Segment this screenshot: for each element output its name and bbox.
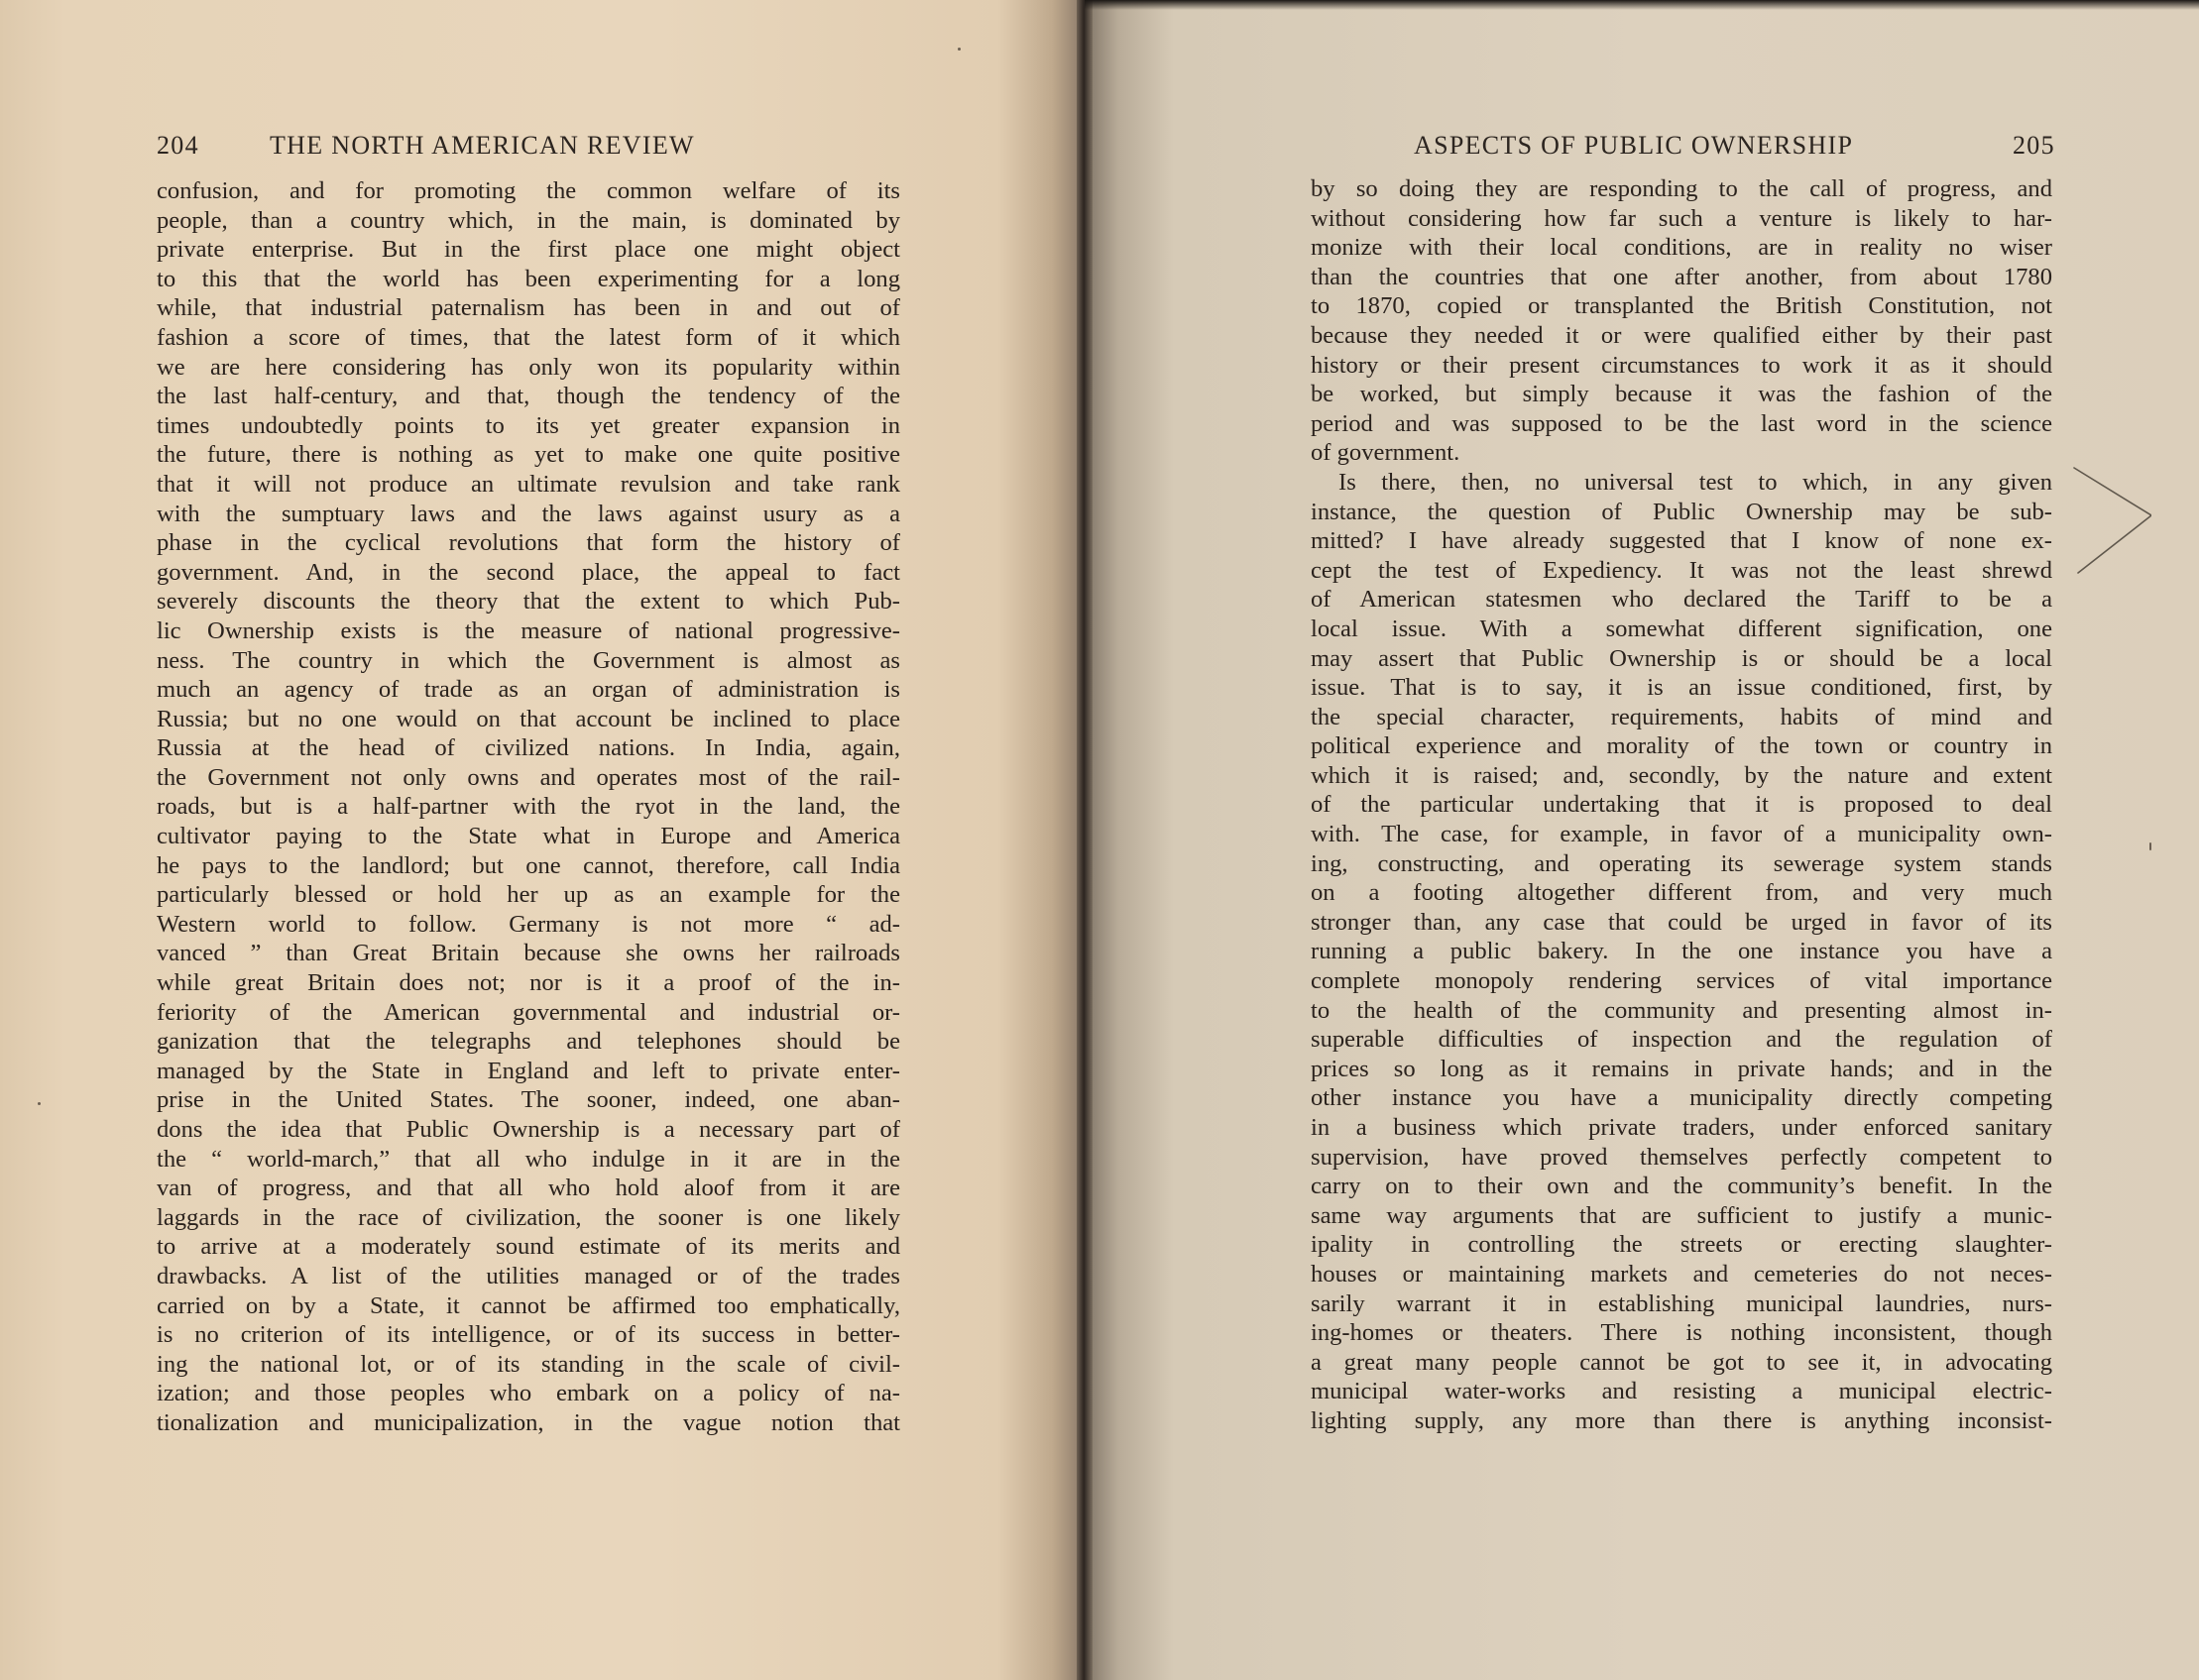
text-line: severely discounts the theory that the extent to which Pub-	[157, 588, 900, 616]
text-line: dons the idea that Public Ownership is a necessary part of	[157, 1116, 900, 1143]
text-line: ness. The country in which the Government is almost as	[157, 646, 900, 674]
right-page-number: 205	[2013, 131, 2055, 160]
text-line: which it is raised; and, secondly, by the nature and extent	[1311, 761, 2052, 789]
text-line: fashion a score of times, that the latest form of it which	[157, 323, 900, 351]
text-line: managed by the State in England and left to private enter-	[157, 1057, 900, 1084]
text-line: superable difficulties of inspection and the regulation of	[1311, 1026, 2052, 1054]
text-line: stronger than, any case that could be urged in favor of its	[1311, 908, 2052, 936]
text-line: much an agency of trade as an organ of administration is	[157, 676, 900, 704]
text-line: houses or maintaining markets and cemeteries do not neces-	[1311, 1260, 2052, 1288]
text-line: government. And, in the second place, the appeal to fact	[157, 558, 900, 586]
text-line: ing the national lot, or of its standing in the scale of civil-	[157, 1350, 900, 1378]
text-line: because they needed it or were qualified either by their past	[1311, 321, 2052, 349]
text-line: we are here considering has only won its popularity within	[157, 353, 900, 381]
text-line: to 1870, copied or transplanted the British Constitution, not	[1311, 292, 2052, 320]
text-line: ipality in controlling the streets or erecting slaughter-	[1311, 1231, 2052, 1259]
text-line: that it will not produce an ultimate revulsion and take rank	[157, 470, 900, 498]
text-line: supervision, have proved themselves perfectly competent to	[1311, 1143, 2052, 1171]
text-line: while great Britain does not; nor is it a proof of the in-	[157, 969, 900, 997]
text-line: cept the test of Expediency. It was not the least shrewd	[1311, 556, 2052, 584]
text-line: prices so long as it remains in private hands; and in the	[1311, 1055, 2052, 1082]
text-line: monize with their local conditions, are in reality no wiser	[1311, 234, 2052, 262]
text-line: to this that the world has been experimenting for a long	[157, 265, 900, 292]
text-line: to the health of the community and presenting almost in-	[1311, 996, 2052, 1024]
text-line: without considering how far such a venture is likely to har-	[1311, 204, 2052, 232]
book-gutter	[1077, 0, 1093, 1680]
text-line: the “ world-march,” that all who indulge in it are in the	[157, 1145, 900, 1173]
text-line: is no criterion of its intelligence, or of its success in better-	[157, 1321, 900, 1349]
text-line: prise in the United States. The sooner, indeed, one aban-	[157, 1086, 900, 1114]
text-line: drawbacks. A list of the utilities managed or of the trades	[157, 1262, 900, 1289]
text-line: sarily warrant it in establishing municipal laundries, nurs-	[1311, 1289, 2052, 1317]
text-line: the Government not only owns and operates most of the rail-	[157, 763, 900, 791]
text-line: confusion, and for promoting the common welfare of its	[157, 177, 900, 204]
right-page	[1085, 0, 2199, 1680]
text-line: political experience and morality of the town or country in	[1311, 732, 2052, 760]
text-line: may assert that Public Ownership is or should be a local	[1311, 644, 2052, 672]
pencil-tick	[2149, 842, 2151, 850]
text-line: phase in the cyclical revolutions that form the history of	[157, 529, 900, 557]
text-line: of the particular undertaking that it is proposed to deal	[1311, 791, 2052, 819]
left-page-body	[157, 176, 900, 1438]
text-line: by so doing they are responding to the call of progress, and	[1311, 175, 2052, 202]
left-page-number: 204	[157, 131, 199, 160]
text-line: in a business which private traders, under enforced sanitary	[1311, 1114, 2052, 1141]
text-line: than the countries that one after another, from about 1780	[1311, 263, 2052, 290]
text-line: the future, there is nothing as yet to make one quite positive	[157, 441, 900, 469]
text-line: roads, but is a half-partner with the ryot in the land, the	[157, 793, 900, 821]
text-line: lighting supply, any more than there is anything inconsist-	[1311, 1406, 2052, 1434]
text-line: of American statesmen who declared the Tariff to be a	[1311, 586, 2052, 614]
text-line: carry on to their own and the community’s benefit. In the	[1311, 1173, 2052, 1200]
page-top-shadow	[1085, 0, 2199, 10]
text-line: running a public bakery. In the one instance you have a	[1311, 938, 2052, 965]
text-line: with. The case, for example, in favor of a municipality own-	[1311, 821, 2052, 848]
text-line: people, than a country which, in the main, is dominated by	[157, 206, 900, 234]
paper-speck	[38, 1102, 41, 1105]
text-line: municipal water-works and resisting a municipal electric-	[1311, 1378, 2052, 1405]
text-line: the last half-century, and that, though the tendency of the	[157, 383, 900, 410]
text-line: he pays to the landlord; but one cannot, therefore, call India	[157, 851, 900, 879]
right-running-head: ASPECTS OF PUBLIC OWNERSHIP	[1414, 131, 1854, 160]
text-line: a great many people cannot be got to see it, in advocating	[1311, 1348, 2052, 1376]
text-line: Western world to follow. Germany is not more “ ad-	[157, 910, 900, 938]
text-line: ization; and those peoples who embark on a policy of na-	[157, 1380, 900, 1407]
right-page-body	[1311, 174, 2052, 1436]
text-line: carried on by a State, it cannot be affirmed too emphatically,	[157, 1291, 900, 1319]
margin-pencil-mark	[2072, 462, 2151, 581]
text-line: history or their present circumstances to work it as it should	[1311, 351, 2052, 379]
text-line: instance, the question of Public Ownership may be sub-	[1311, 498, 2052, 525]
text-line: private enterprise. But in the first place one might object	[157, 236, 900, 264]
text-line: times undoubtedly points to its yet greater expansion in	[157, 411, 900, 439]
text-line: of government.	[1311, 439, 1460, 467]
text-line: cultivator paying to the State what in Europe and America	[157, 823, 900, 850]
text-line: lic Ownership exists is the measure of national progressive-	[157, 616, 900, 644]
text-line: with the sumptuary laws and the laws against usury as a	[157, 500, 900, 527]
left-page	[0, 0, 1085, 1680]
text-line: ganization that the telegraphs and telephones should be	[157, 1028, 900, 1056]
text-line: feriority of the American governmental and industrial or-	[157, 998, 900, 1026]
text-line: ing, constructing, and operating its sewerage system stands	[1311, 849, 2052, 877]
text-line: Russia at the head of civilized nations. In India, again,	[157, 734, 900, 762]
paper-speck	[958, 48, 961, 51]
text-line: other instance you have a municipality directly competing	[1311, 1084, 2052, 1112]
text-line: vanced ” than Great Britain because she owns her railroads	[157, 940, 900, 967]
text-line: mitted? I have already suggested that I know of none ex-	[1311, 527, 2052, 555]
text-line: laggards in the race of civilization, the sooner is one likely	[157, 1203, 900, 1231]
left-running-head: THE NORTH AMERICAN REVIEW	[270, 131, 695, 160]
text-line: period and was supposed to be the last word in the science	[1311, 409, 2052, 437]
text-line: same way arguments that are sufficient to justify a munic-	[1311, 1201, 2052, 1229]
text-line: the special character, requirements, habits of mind and	[1311, 703, 2052, 730]
text-line: on a footing altogether different from, and very much	[1311, 879, 2052, 907]
text-line: particularly blessed or hold her up as an example for the	[157, 881, 900, 909]
text-line: be worked, but simply because it was the fashion of the	[1311, 381, 2052, 408]
text-line: local issue. With a somewhat different signification, one	[1311, 615, 2052, 642]
text-line: tionalization and municipalization, in the vague notion that	[157, 1408, 900, 1436]
text-line: while, that industrial paternalism has been in and out of	[157, 294, 900, 322]
text-line: Is there, then, no universal test to which, in any given	[1338, 468, 2052, 496]
text-line: Russia; but no one would on that account be inclined to place	[157, 705, 900, 732]
text-line: complete monopoly rendering services of vital importance	[1311, 967, 2052, 995]
text-line: ing-homes or theaters. There is nothing inconsistent, though	[1311, 1319, 2052, 1347]
text-line: issue. That is to say, it is an issue conditioned, first, by	[1311, 674, 2052, 702]
text-line: to arrive at a moderately sound estimate of its merits and	[157, 1233, 900, 1261]
text-line: van of progress, and that all who hold aloof from it are	[157, 1175, 900, 1202]
